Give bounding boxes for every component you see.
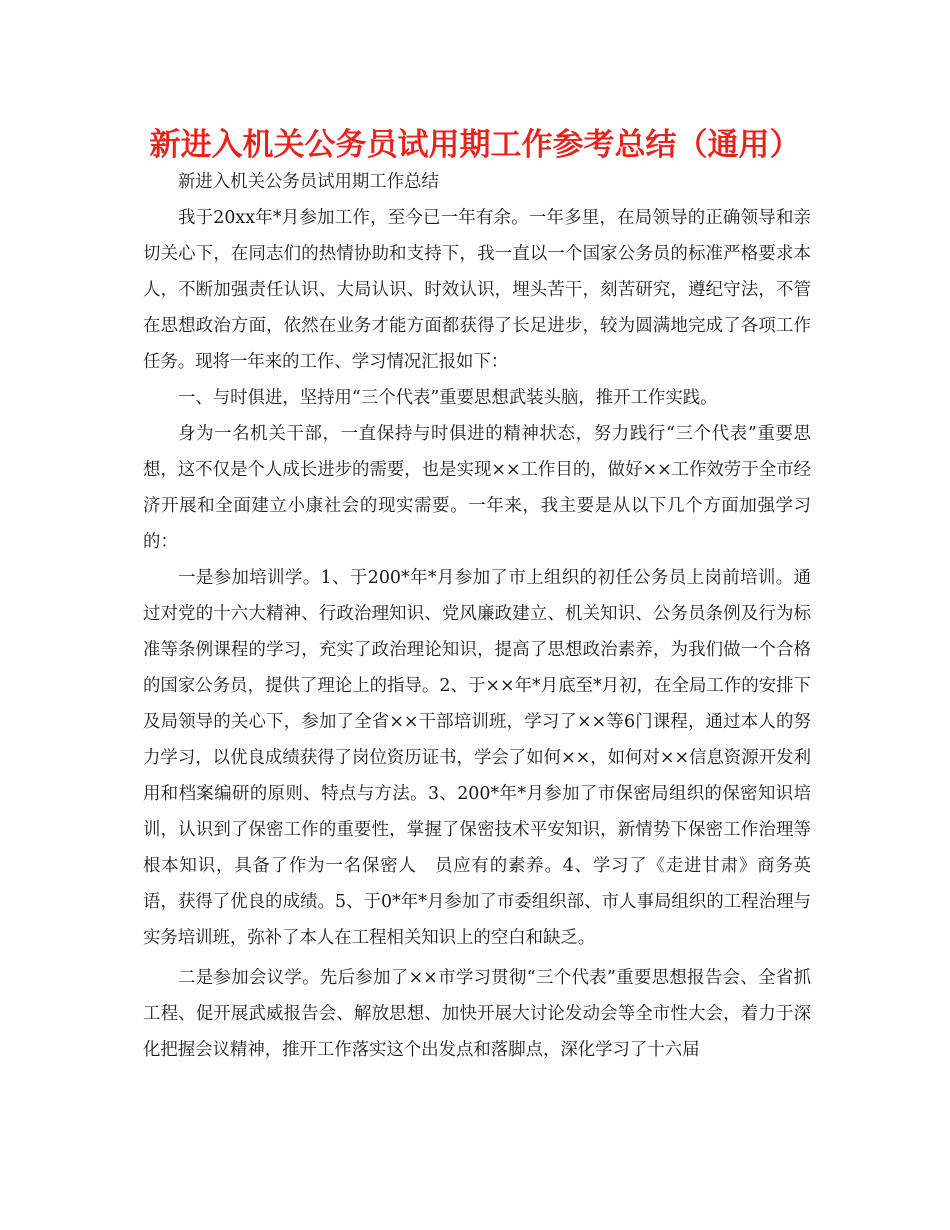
body-paragraph: 二是参加会议学。先后参加了××市学习贯彻“三个代表”重要思想报告会、全省抓工程、促开展武威报告会、解放思想、加快开展大讨论发动会等全市性大会，着力于深化把握会议精神，推开工作落实这个出发点和落脚点，深化学习了十六届 <box>143 968 811 1060</box>
body-paragraph: 一是参加培训学。1、于200*年*月参加了市上组织的初任公务员上岗前培训。通过对党的十六大精神、行政治理知识、党风廉政建立、机关知识、公务员条例及行为标准等条例课程的学习，充实了政治理论知识，提高了思想政治素养，为我们做一个合格的国家公务员，提供了理论上的指导。2、于××年*月底至*月初，在全局工作的安排下及局领导的关心下，参加了全省××干部培训班，学习了××等6门课程，通过本人的努力学习，以优良成绩获得了岗位资历证书，学会了如何××，如何对××信息资源开发利用和档案编研的原则、特点与方法。3、200*年*月参加了市保密局组织的保密知识培训，认识到了保密工作的重要性，掌握了保密技术平安知识，新情势下保密工作治理等根本知识，具备了作为一名保密人 员应有的素养。4、学习了《走进甘肃》商务英语，获得了优良的成绩。5、于0*年*月参加了市委组织部、市人事局组织的工程治理与实务培训班，弥补了本人在工程相关知识上的空白和缺乏。 <box>143 568 811 948</box>
document-title: 新进入机关公务员试用期工作参考总结（通用） <box>149 127 801 163</box>
section-heading-paragraph: 一、与时俱进，坚持用“三个代表”重要思想武装头脑，推开工作实践。 <box>178 388 718 408</box>
subtitle-paragraph: 新进入机关公务员试用期工作总结 <box>178 172 439 192</box>
document-body <box>143 164 811 1068</box>
body-paragraph: 身为一名机关干部，一直保持与时俱进的精神状态，努力践行“三个代表”重要思想，这不仅是个人成长进步的需要，也是实现××工作目的，做好××工作效劳于全市经济开展和全面建立小康社会的现实需要。一年来，我主要是从以下几个方面加强学习的： <box>143 424 811 552</box>
intro-paragraph: 我于20xx年*月参加工作，至今已一年有余。一年多里，在局领导的正确领导和亲切关心下，在同志们的热情协助和支持下，我一直以一个国家公务员的标准严格要求本人，不断加强责任认识、大局认识、时效认识，埋头苦干，刻苦研究，遵纪守法，不管在思想政治方面，依然在业务才能方面都获得了长足进步，较为圆满地完成了各项工作任务。现将一年来的工作、学习情况汇报如下： <box>143 208 811 372</box>
